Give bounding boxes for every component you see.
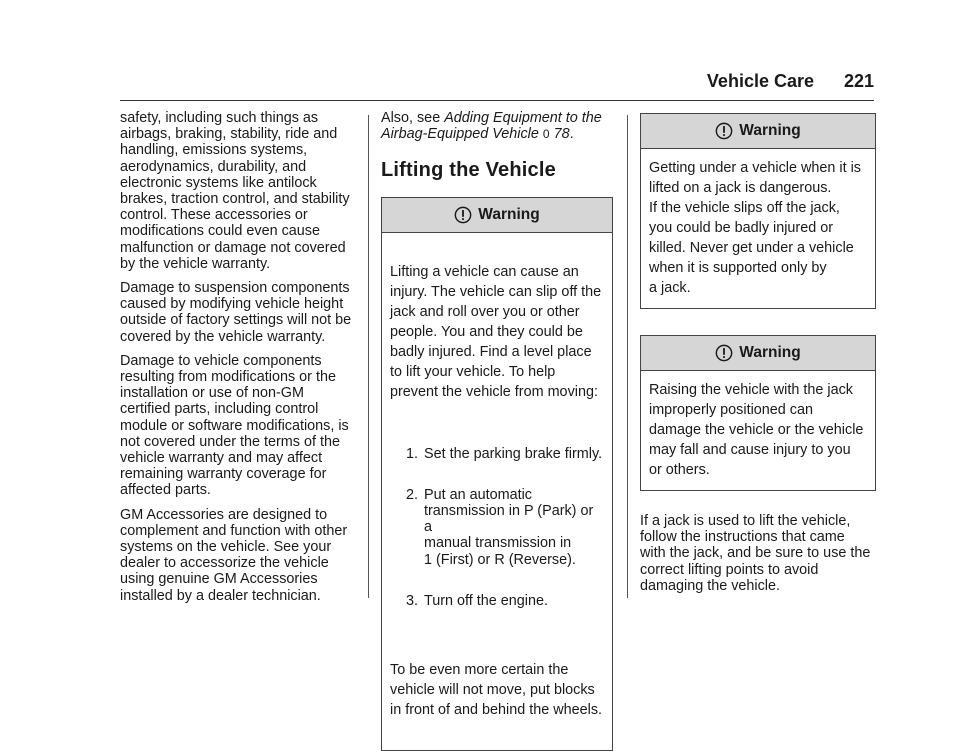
page-header	[120, 0, 874, 101]
step-text: Put an automatic transmission in P (Park) or a manual transmission in 1 (First) or R (Reverse).	[424, 486, 594, 568]
section-heading: Lifting the Vehicle	[381, 159, 556, 182]
page-number: 221	[843, 71, 874, 91]
step-text: Turn off the engine.	[424, 592, 549, 609]
page-section-title: Vehicle Care	[706, 71, 814, 91]
warning-outro: To be even more certain the vehicle will not move, put blocks in front of and behind the wheels.	[390, 662, 603, 719]
column-middle	[381, 110, 613, 751]
warning-label: Warning	[478, 205, 540, 223]
paragraph: If a jack is used to lift the vehicle, follow the instructions that came with the jack, and be sure to use the correct lifting points to avoid damaging the vehicle.	[640, 513, 871, 594]
page-reference-icon: 0	[542, 127, 550, 142]
period: .	[569, 126, 574, 143]
column-left	[120, 110, 358, 612]
warning-box	[640, 335, 876, 491]
also-see-prefix: Also, see	[381, 110, 445, 126]
warning-box	[381, 197, 613, 751]
warning-label: Warning	[739, 121, 801, 139]
warning-body: Getting under a vehicle when it is lifted on a jack is dangerous. If the vehicle slips off the jack, you could be badly injured or killed. Never get under a vehicle when it is supported only by a jack.	[649, 160, 861, 296]
warning-icon	[715, 344, 733, 362]
column-right	[640, 113, 876, 602]
also-see-paragraph	[381, 110, 613, 142]
warning-header	[382, 198, 612, 233]
warning-body	[382, 233, 612, 750]
warning-icon	[715, 122, 733, 140]
warning-label: Warning	[739, 343, 801, 361]
paragraph: GM Accessories are designed to complement and function with other systems on the vehicle. See your dealer to accessorize the vehicle using genuine GM Accessories installed by a dealer technician.	[120, 506, 348, 604]
warning-header	[641, 114, 875, 149]
list-item	[390, 487, 604, 568]
warning-box	[640, 113, 876, 309]
step-number: 3.	[405, 592, 418, 609]
step-text: Set the parking brake firmly.	[424, 445, 603, 462]
list-item	[390, 593, 604, 609]
step-number: 1.	[405, 445, 418, 462]
warning-icon	[454, 206, 472, 224]
warning-header	[641, 336, 875, 371]
list-item	[390, 446, 604, 462]
cross-reference-title: Adding Equipment to the Airbag-Equipped Vehicle	[381, 110, 602, 143]
warning-intro: Lifting a vehicle can cause an injury. The vehicle can slip off the jack and roll over you or other people. You and they could be badly injured. Find a level place to lift your vehicle. To help prevent the vehicle from moving:	[390, 263, 602, 400]
paragraph: Damage to suspension components caused by modifying vehicle height outside of factory settings will not be covered by the vehicle warranty.	[120, 280, 352, 345]
step-number: 2.	[405, 486, 418, 503]
steps-list	[390, 426, 604, 634]
column-divider	[368, 115, 369, 598]
column-divider	[627, 115, 628, 598]
cross-reference-page: 78	[553, 126, 570, 143]
paragraph: safety, including such things as airbags, braking, stability, ride and handling, emissions systems, aerodynamics, durability, and electronic systems like antilock brakes, traction control, and stability control. These accessories or modifications could even cause malfunction or damage not covered by the vehicle warranty.	[120, 110, 350, 272]
warning-body: Raising the vehicle with the jack improperly positioned can damage the vehicle or the vehicle may fall and cause injury to you or others.	[649, 382, 864, 478]
paragraph: Damage to vehicle components resulting from modifications or the installation or use of non-GM certified parts, including control module or software modifications, is not covered under the terms of the vehicle warranty and may affect remaining warranty coverage for affected parts.	[120, 352, 349, 499]
